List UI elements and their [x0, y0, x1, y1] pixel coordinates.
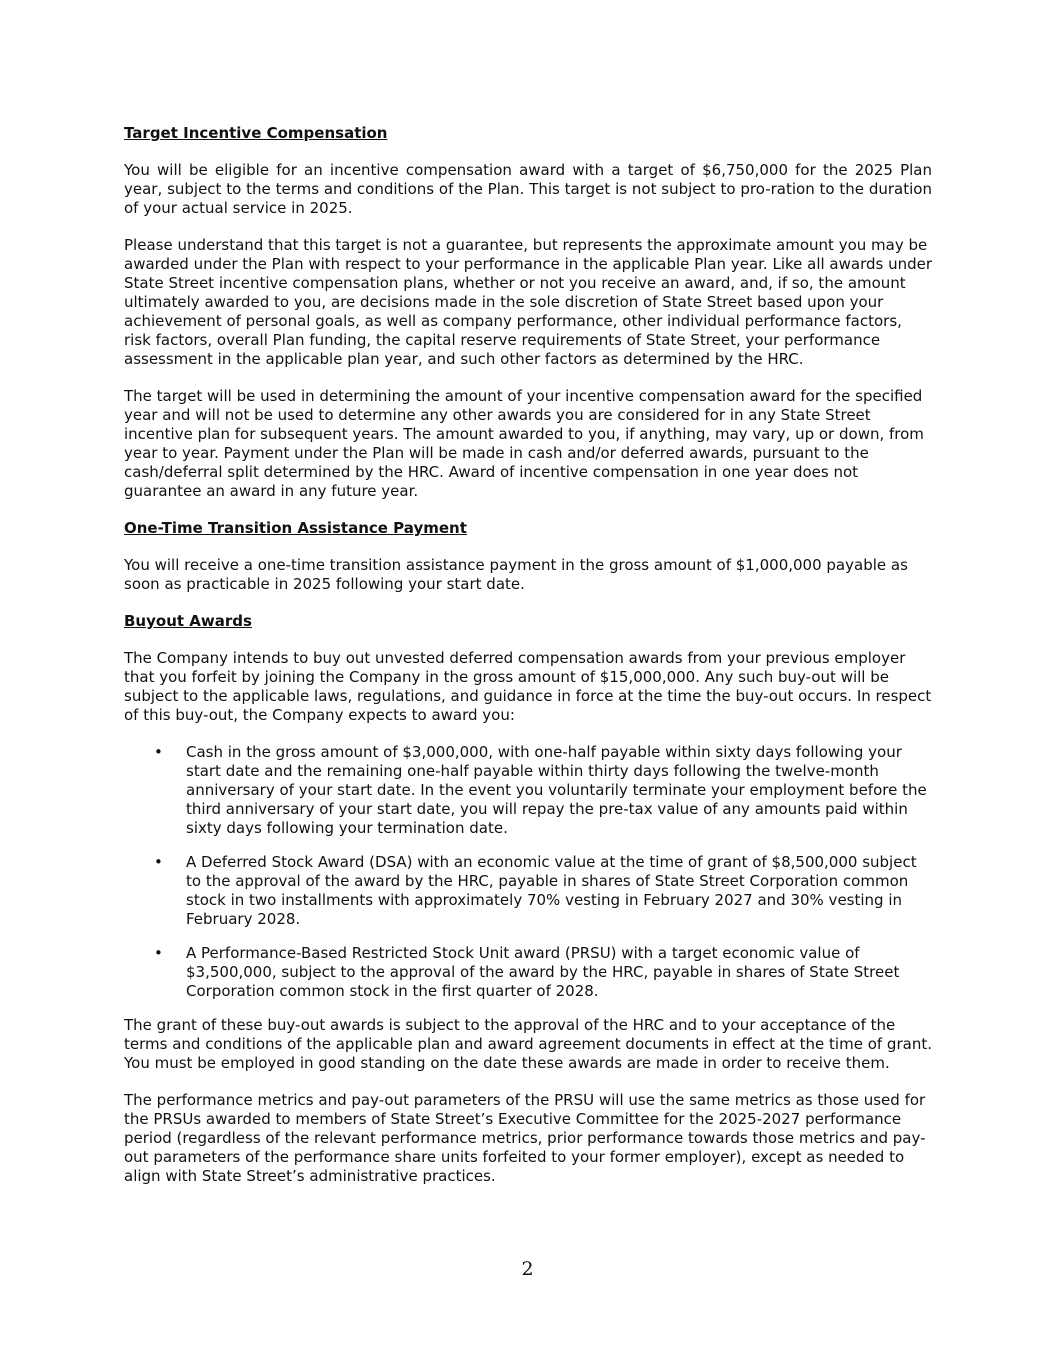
list-item-prsu-award — [124, 944, 932, 1001]
page-number: 2 — [521, 1258, 534, 1280]
buyout-award-list — [124, 743, 932, 1001]
bullet-icon: • — [154, 944, 163, 962]
section-heading-transition-payment: One-Time Transition Assistance Payment — [124, 519, 467, 537]
list-item-dsa-award — [124, 853, 932, 929]
document-page — [124, 124, 932, 1204]
paragraph-target-not-guarantee: Please understand that this target is not a guarantee, but represents the approximate amount you may be awarded under the Plan with respect to your performance in the applicable Plan year. Like all awards under State Street incentive compensation plans, whether or not you receive an award, and, if so, the amount ultimately awarded to you, are decisions made in the sole discretion of State Street based upon your achievement of personal goals, as well as company performance, other individual performance factors, risk factors, overall Plan funding, the capital reserve requirements of State Street, your performance assessment in the applicable plan year, and such other factors as determined by the HRC. — [124, 236, 933, 368]
list-item-text: Cash in the gross amount of $3,000,000, with one-half payable within sixty days following your start date and the remaining one-half payable within thirty days following the twelve-month anniversary of your start date. In the event you voluntarily terminate your employment before the third anniversary of your start date, you will repay the pre-tax value of any amounts paid within sixty days following your termination date. — [186, 743, 927, 837]
list-item-text: A Performance-Based Restricted Stock Unit award (PRSU) with a target economic value of $3,500,000, subject to the approval of the award by the HRC, payable in shares of State Street Corporation common stock in the first quarter of 2028. — [186, 944, 900, 1000]
paragraph-target-usage: The target will be used in determining the amount of your incentive compensation award for the specified year and will not be used to determine any other awards you are considered for in any State Street incentive plan for subsequent years. The amount awarded to you, if anything, may vary, up or down, from year to year. Payment under the Plan will be made in cash and/or deferred awards, pursuant to the cash/deferral split determined by the HRC. Award of incentive compensation in one year does not guarantee an award in any future year. — [124, 387, 924, 500]
bullet-icon: • — [154, 853, 163, 871]
list-item-text: A Deferred Stock Award (DSA) with an economic value at the time of grant of $8,500,000 subject to the approval of the award by the HRC, payable in shares of State Street Corporation common stock in two installments with approximately 70% vesting in February 2027 and 30% vesting in February 2028. — [186, 853, 917, 928]
list-item-cash-award — [124, 743, 932, 838]
bullet-icon: • — [154, 743, 163, 761]
section-heading-target-incentive: Target Incentive Compensation — [124, 124, 388, 142]
paragraph-buyout-intro: The Company intends to buy out unvested deferred compensation awards from your previous employer that you forfeit by joining the Company in the gross amount of $15,000,000. Any such buy-out will be subject to the applicable laws, regulations, and guidance in force at the time the buy-out occurs. In respect of this buy-out, the Company expects to award you: — [124, 649, 932, 724]
paragraph-target-eligibility: You will be eligible for an incentive compensation award with a target of $6,750,000 for the 2025 Plan year, subject to the terms and conditions of the Plan. This target is not subject to pro-ration to the duration of your actual service in 2025. — [124, 161, 932, 217]
paragraph-transition-payment: You will receive a one-time transition assistance payment in the gross amount of $1,000,000 payable as soon as practicable in 2025 following your start date. — [124, 556, 908, 593]
paragraph-prsu-metrics: The performance metrics and pay-out parameters of the PRSU will use the same metrics as those used for the PRSUs awarded to members of State Street’s Executive Committee for the 2025-2027 performance period (regardless of the relevant performance metrics, prior performance towards those metrics and pay-out parameters of the performance share units forfeited to your former employer), except as needed to align with State Street’s administrative practices. — [124, 1091, 926, 1185]
section-heading-buyout-awards: Buyout Awards — [124, 612, 252, 630]
paragraph-buyout-approval: The grant of these buy-out awards is subject to the approval of the HRC and to your acceptance of the terms and conditions of the applicable plan and award agreement documents in effect at the time of grant. You must be employed in good standing on the date these awards are made in order to receive them. — [124, 1016, 932, 1072]
